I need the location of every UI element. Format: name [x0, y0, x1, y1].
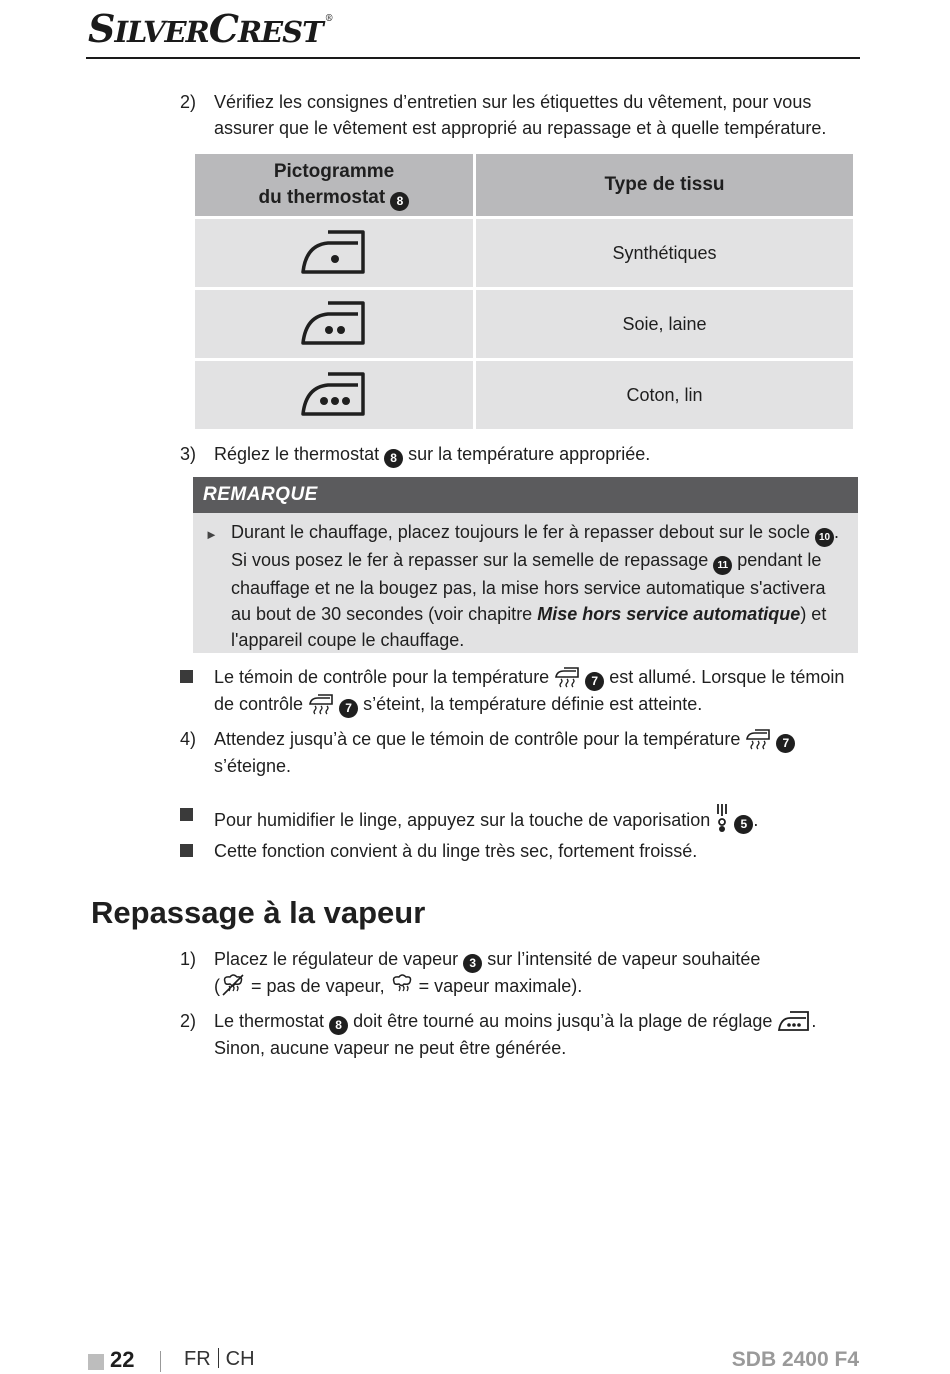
iron-three-dots-icon — [298, 369, 370, 417]
heat-indicator-icon — [554, 666, 580, 688]
bullet-square-icon — [180, 670, 193, 683]
step-3-instruction: 3) Réglez le thermostat 8 sur la température appropriée. — [180, 441, 860, 468]
table-header-row — [195, 154, 853, 216]
max-steam-icon — [390, 973, 414, 997]
arrow-right-icon: ► — [205, 527, 218, 542]
fabric-table — [192, 151, 856, 432]
heat-indicator-icon — [745, 728, 771, 750]
bullet-temperature-indicator: Le témoin de contrôle pour la température 7 est allumé. Lorsque le témoin de contrôle 7 s’éteint, la température définie est atteinte. — [180, 664, 860, 718]
bullet-spray: Pour humidifier le linge, appuyez sur la touche de vaporisation 5 . — [180, 802, 860, 834]
badge-7: 7 — [585, 672, 604, 691]
header-rule — [86, 57, 860, 59]
badge-11: 11 — [713, 556, 732, 575]
fabric-type: Soie, laine — [476, 290, 853, 358]
badge-8: 8 — [390, 192, 409, 211]
note-title: REMARQUE — [193, 477, 858, 513]
iron-three-dots-icon — [777, 1010, 811, 1032]
badge-10: 10 — [815, 528, 834, 547]
steam-step-2: 2) Le thermostat 8 doit être tourné au moins jusqu’à la plage de réglage . Sinon, aucune vapeur ne peut être générée. — [180, 1011, 817, 1058]
badge-8: 8 — [384, 449, 403, 468]
steam-step-1: 1) Placez le régulateur de vapeur 3 sur l’intensité de vapeur souhaitée ( = pas de vapeur, = vapeur maximale). — [180, 949, 761, 996]
iron-two-dots-icon — [298, 298, 370, 346]
page-number: 22 — [110, 1347, 135, 1372]
footer-languages: FR CH — [184, 1348, 255, 1370]
step-4-instruction: 4) Attendez jusqu’à ce que le témoin de contrôle pour la température 7 s’éteigne. — [180, 726, 860, 779]
no-steam-icon — [220, 973, 246, 997]
footer-divider — [160, 1351, 161, 1372]
iron-one-dot-icon — [298, 227, 370, 275]
badge-7: 7 — [339, 699, 358, 718]
spray-icon — [715, 802, 729, 834]
bullet-square-icon — [180, 808, 193, 821]
bullet-function: Cette fonction convient à du linge très sec, fortement froissé. — [180, 838, 860, 864]
badge-8: 8 — [329, 1016, 348, 1035]
heat-indicator-icon — [308, 693, 334, 715]
table-row — [195, 361, 853, 429]
table-row — [195, 290, 853, 358]
bullet-square-icon — [180, 844, 193, 857]
section-title: Repassage à la vapeur — [91, 895, 426, 930]
table-header-pictogram: Pictogramme du thermostat 8 — [195, 154, 473, 216]
step-2-instruction: 2) Vérifiez les consignes d’entretien sur les étiquettes du vêtement, pour vous assurer que le vêtement est approprié au repassage et à quelle température. — [180, 92, 827, 138]
fabric-type: Synthétiques — [476, 219, 853, 287]
note-content: ► Durant le chauffage, placez toujours le fer à repasser debout sur le socle 10 . Si vous posez le fer à repasser sur la semelle de repassage 11 pendant le chauffage et ne la bougez pas, la mise hors service automatique s'activera au bout de 30 secondes (voir chapitre Mise hors service automatique) et l'appareil coupe le chauffage. — [193, 513, 858, 653]
table-header-fabric: Type de tissu — [476, 154, 853, 216]
badge-5: 5 — [734, 815, 753, 834]
table-row — [195, 219, 853, 287]
footer-square-icon — [88, 1354, 104, 1370]
model-number: SDB 2400 F4 — [731, 1348, 859, 1371]
brand-logo: SILVERCREST ® — [88, 6, 333, 51]
note-box — [193, 477, 858, 653]
badge-3: 3 — [463, 954, 482, 973]
fabric-type: Coton, lin — [476, 361, 853, 429]
badge-7: 7 — [776, 734, 795, 753]
